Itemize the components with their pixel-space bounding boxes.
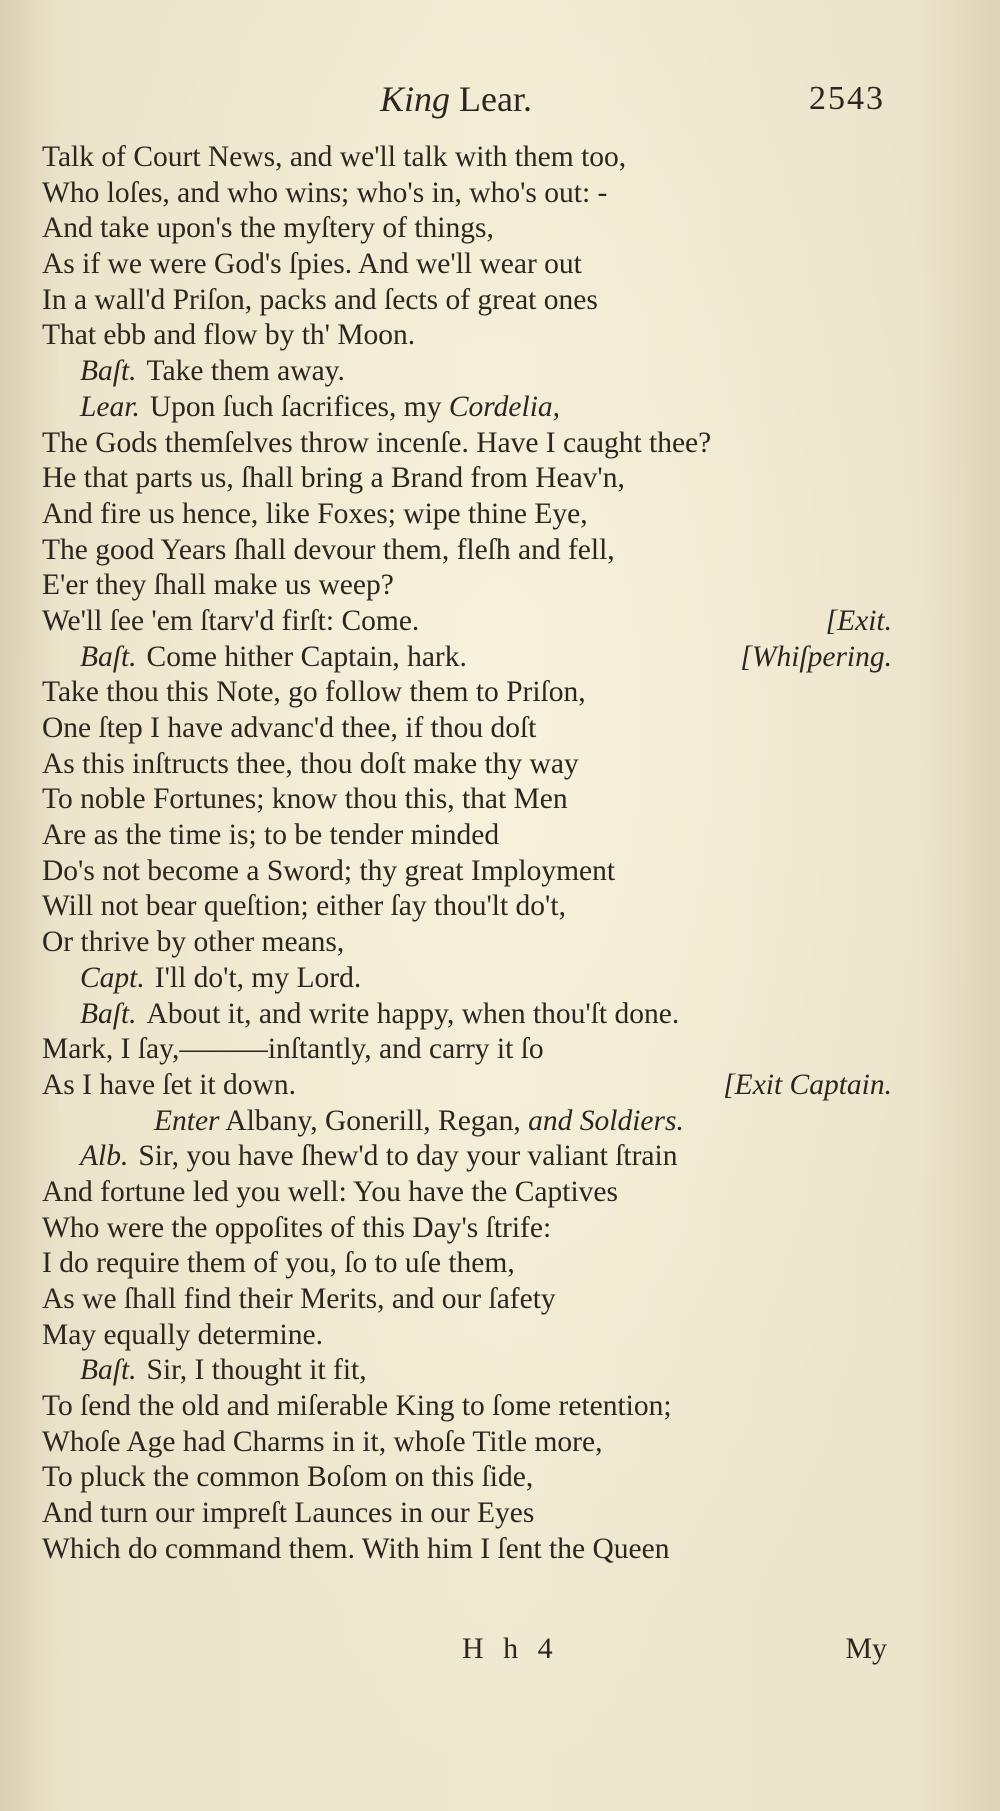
line-text: The good Years ſhall devour them, fleſh and fell, — [42, 533, 615, 566]
speaker-name: Lear. — [80, 390, 140, 423]
line-text: Take thou this Note, go follow them to Priſon, — [42, 676, 586, 709]
speech-line — [42, 961, 892, 997]
speaker-name: Capt. — [80, 961, 145, 994]
line-text: Are as the time is; to be tender minded — [42, 819, 500, 852]
line-text: As I have ſet it down. — [42, 1068, 296, 1101]
line-text: Upon ſuch ſacrifices, my — [149, 390, 449, 423]
line-text: And take upon's the myſtery of things, — [42, 212, 494, 245]
line-text: Take them away. — [146, 355, 345, 388]
verse-line — [42, 568, 892, 604]
running-title-italic: King — [380, 79, 451, 119]
italic-text: Cordelia, — [448, 390, 561, 423]
line-text: And fortune led you well: You have the Captives — [42, 1175, 618, 1208]
speech-line — [42, 997, 892, 1033]
line-text: Do's not become a Sword; thy great Imployment — [42, 854, 616, 887]
line-text: As we ſhall find their Merits, and our ſafety — [42, 1283, 556, 1315]
speaker-name: Baſt. — [80, 640, 137, 673]
verse-line — [42, 854, 892, 890]
italic-text: and Soldiers. — [528, 1104, 684, 1137]
line-text: To ſend the old and miſerable King to ſome retention; — [42, 1390, 672, 1423]
line-text: Sir, I thought it fit, — [146, 1354, 367, 1387]
line-text: Talk of Court News, and we'll talk with them too, — [42, 141, 627, 173]
signature-mark: H h 4 — [462, 1632, 559, 1665]
line-text: Or thrive by other means, — [42, 926, 345, 959]
verse-line — [42, 426, 892, 462]
verse-line — [42, 1460, 892, 1496]
page-header — [40, 78, 885, 128]
line-text: I do require them of you, ſo to uſe them, — [42, 1247, 515, 1280]
verse-line — [42, 1532, 892, 1568]
verse-line — [42, 140, 892, 176]
stage-direction-line — [42, 1104, 892, 1140]
line-text: Which do command them. With him I ſent the Queen — [42, 1532, 670, 1565]
line-text: May equally determine. — [42, 1318, 323, 1351]
stage-keyword: Enter — [154, 1104, 220, 1137]
verse-line — [42, 318, 892, 354]
verse-line — [42, 1318, 892, 1354]
speech-line — [42, 1139, 892, 1175]
speaker-name: Baſt. — [80, 997, 137, 1030]
verse-line — [42, 818, 892, 854]
stage-direction: [Exit Captain. — [723, 1068, 892, 1101]
line-text: As if we were God's ſpies. And we'll wear out — [42, 248, 582, 281]
verse-line — [42, 283, 892, 319]
line-text: Who loſes, and who wins; who's in, who's out: - — [42, 176, 608, 209]
line-text: To pluck the common Boſom on this ſide, — [42, 1461, 534, 1494]
verse-line — [42, 1425, 892, 1461]
verse-line — [42, 1032, 892, 1068]
verse-line — [42, 604, 892, 640]
verse-line — [42, 211, 892, 247]
line-text: We'll ſee 'em ſtarv'd firſt: Come. — [42, 604, 420, 637]
line-text: I'll do't, my Lord. — [154, 961, 362, 994]
line-text: Whoſe Age had Charms in it, whoſe Title more, — [42, 1425, 603, 1458]
speech-line — [42, 390, 892, 426]
speaker-name: Baſt. — [80, 355, 137, 388]
catchword: My — [845, 1632, 887, 1665]
verse-line — [42, 176, 892, 212]
line-text: In a wall'd Priſon, packs and ſects of great ones — [42, 283, 598, 316]
speech-line — [42, 354, 892, 390]
running-title — [380, 78, 532, 120]
verse-line — [42, 1246, 892, 1282]
verse-line — [42, 925, 892, 961]
verse-line — [42, 711, 892, 747]
line-text: As this inſtructs thee, thou doſt make thy way — [42, 747, 579, 780]
verse-line — [42, 1282, 892, 1318]
line-text: Mark, I ſay,———inſtantly, and carry it ſo — [42, 1033, 544, 1066]
stage-direction: [Exit. — [825, 604, 892, 637]
verse-line — [42, 675, 892, 711]
verse-line — [42, 247, 892, 283]
speech-line — [42, 640, 892, 676]
verse-line — [42, 782, 892, 818]
page-number: 2543 — [809, 80, 885, 117]
line-text: And fire us hence, like Foxes; wipe thine Eye, — [42, 497, 588, 530]
line-text: Albany, Gonerill, Regan, — [219, 1104, 529, 1137]
verse-line — [42, 1211, 892, 1247]
stage-direction: [Whiſpering. — [740, 640, 892, 673]
page-footer — [42, 1632, 887, 1672]
line-text: Come hither Captain, hark. — [146, 640, 467, 673]
verse-line — [42, 1068, 892, 1104]
line-text: And turn our impreſt Launces in our Eyes — [42, 1497, 535, 1530]
speaker-name: Alb. — [80, 1140, 129, 1173]
verse-line — [42, 889, 892, 925]
line-text: He that parts us, ſhall bring a Brand from Heav'n, — [42, 462, 625, 495]
line-text: Sir, you have ſhew'd to day your valiant ſtrain — [138, 1140, 678, 1173]
running-title-rest: Lear. — [459, 79, 532, 119]
line-text: That ebb and flow by th' Moon. — [42, 319, 416, 352]
verse-line — [42, 1175, 892, 1211]
play-text — [42, 140, 892, 1568]
verse-line — [42, 497, 892, 533]
line-text: The Gods themſelves throw incenſe. Have I caught thee? — [42, 426, 712, 459]
line-text: One ſtep I have advanc'd thee, if thou doſt — [42, 712, 537, 744]
verse-line — [42, 461, 892, 497]
verse-line — [42, 533, 892, 569]
line-text: Will not bear queſtion; either ſay thou'lt do't, — [42, 890, 566, 923]
speech-line — [42, 1353, 892, 1389]
line-text: Who were the oppoſites of this Day's ſtrife: — [42, 1211, 552, 1244]
verse-line — [42, 1496, 892, 1532]
verse-line — [42, 1389, 892, 1425]
line-text: About it, and write happy, when thou'ſt done. — [146, 997, 680, 1030]
line-text: To noble Fortunes; know thou this, that Men — [42, 783, 568, 816]
verse-line — [42, 747, 892, 783]
speaker-name: Baſt. — [80, 1354, 137, 1387]
line-text: E'er they ſhall make us weep? — [42, 569, 394, 602]
